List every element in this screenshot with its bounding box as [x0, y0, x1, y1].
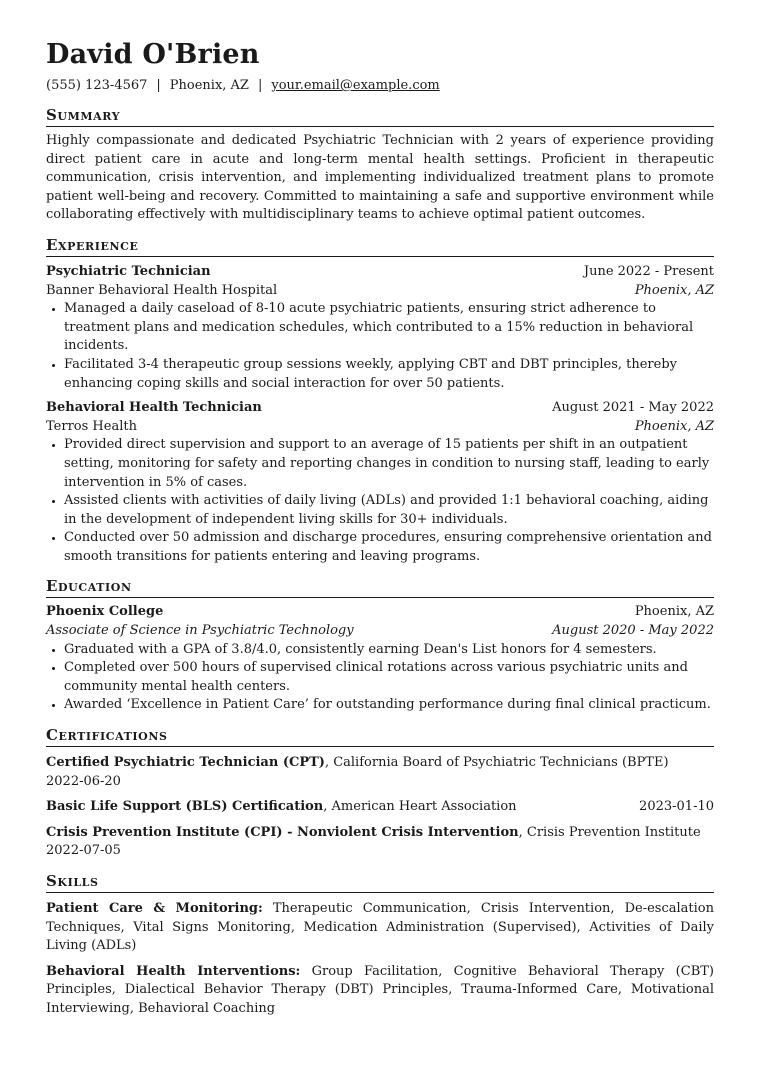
- summary-section: [46, 106, 714, 225]
- experience-heading: Experience: [46, 236, 714, 257]
- education-bullet: • Completed over 500 hours of supervised clinical rotations across various psychiatric units and community mental health centers.: [64, 659, 714, 696]
- certification-date: 2022-06-20: [46, 773, 121, 789]
- certification-issuer: , Crisis Prevention Institute: [518, 824, 701, 840]
- certification-name: Basic Life Support (BLS) Certification: [46, 799, 324, 815]
- skill-group: [46, 900, 714, 956]
- certification-item: [46, 798, 714, 817]
- skill-list: Group Facilitation, Cognitive Behavioral Therapy (CBT) Principles, Dialectical Behavior Therapy (DBT) Principles, Trauma-Informed Care, Motivational Interviewing, Behavioral Coaching: [46, 963, 714, 1016]
- experience-entry: [46, 263, 714, 393]
- skill-group: [46, 963, 714, 1019]
- job-title: Behavioral Health Technician: [46, 400, 262, 416]
- job-bullet: • Conducted over 50 admission and discharge procedures, ensuring comprehensive orientation and smooth transitions for patients entering and leaving programs.: [64, 529, 714, 566]
- job-bullet: • Provided direct supervision and support to an average of 15 patients per shift in an outpatient setting, monitoring for safety and reporting changes in condition to nursing staff, leading to early intervention in 5% of cases.: [64, 436, 714, 492]
- skill-category: Patient Care & Monitoring:: [46, 901, 263, 916]
- certifications-heading: Certifications: [46, 726, 714, 747]
- job-bullet: • Assisted clients with activities of daily living (ADLs) and provided 1:1 behavioral coaching, aiding in the development of independent living skills for 30+ individuals.: [64, 492, 714, 529]
- certification-date: 2022-07-05: [46, 843, 121, 859]
- contact-location: Phoenix, AZ: [169, 78, 249, 93]
- school-location: Phoenix, AZ: [634, 604, 714, 620]
- certifications-section: [46, 726, 714, 861]
- certification-item: [46, 824, 714, 861]
- experience-section: [46, 236, 714, 567]
- skills-section: [46, 872, 714, 1019]
- contact-line: [46, 77, 714, 95]
- skill-category: Behavioral Health Interventions:: [46, 963, 301, 979]
- job-bullet: • Managed a daily caseload of 8-10 acute psychiatric patients, ensuring strict adherence to treatment plans and medication schedules, which contributed to a 15% reduction in behavioral incidents.: [64, 300, 714, 356]
- job-company: Banner Behavioral Health Hospital: [46, 282, 278, 298]
- skills-heading: Skills: [46, 872, 714, 893]
- job-dates: June 2022 - Present: [583, 263, 714, 279]
- education-bullet: • Graduated with a GPA of 3.8/4.0, consistently earning Dean's List honors for 4 semesters.: [64, 641, 714, 660]
- certification-item: [46, 754, 714, 791]
- certification-issuer: , American Heart Association: [323, 799, 517, 815]
- summary-text: Highly compassionate and dedicated Psychiatric Technician with 2 years of experience providing direct patient care in acute and long-term mental health settings. Proficient in therapeutic communication, crisis intervention, and implementing individualized treatment plans to promote patient well-being and recovery. Committed to maintaining a safe and supportive environment while collaborating effectively with multidisciplinary teams to achieve optimal patient outcomes.: [46, 133, 714, 223]
- education-section: [46, 577, 714, 715]
- certification-name: Crisis Prevention Institute (CPI) - Nonviolent Crisis Intervention: [46, 824, 519, 840]
- degree-name: Associate of Science in Psychiatric Technology: [46, 623, 354, 639]
- job-company: Terros Health: [46, 418, 137, 434]
- contact-email-link[interactable]: your.email@example.com: [271, 78, 440, 93]
- education-bullets: [46, 641, 714, 715]
- certification-name: Certified Psychiatric Technician (CPT): [46, 755, 325, 771]
- certification-date: 2023-01-10: [639, 799, 714, 815]
- certification-issuer: , California Board of Psychiatric Technicians (BPTE): [324, 755, 669, 771]
- summary-heading: Summary: [46, 106, 714, 127]
- contact-separator: |: [156, 78, 161, 93]
- education-bullet: • Awarded ‘Excellence in Patient Care’ for outstanding performance during final clinical practicum.: [64, 696, 714, 715]
- school-name: Phoenix College: [46, 604, 164, 620]
- job-location: Phoenix, AZ: [634, 418, 714, 434]
- contact-separator: |: [257, 78, 263, 93]
- job-location: Phoenix, AZ: [634, 282, 714, 298]
- job-title: Psychiatric Technician: [46, 263, 211, 279]
- contact-phone: (555) 123-4567: [46, 78, 148, 93]
- experience-entry: [46, 399, 714, 566]
- job-bullets: [46, 300, 714, 393]
- education-heading: Education: [46, 577, 714, 598]
- candidate-name: David O'Brien: [46, 39, 260, 70]
- job-bullet: • Facilitated 3-4 therapeutic group sessions weekly, applying CBT and DBT principles, thereby enhancing coping skills and social interaction for over 50 patients.: [64, 356, 714, 393]
- job-dates: August 2021 - May 2022: [552, 400, 714, 416]
- job-bullets: [46, 436, 714, 566]
- education-dates: August 2020 - May 2022: [552, 623, 714, 639]
- skill-list: Therapeutic Communication, Crisis Intervention, De-escalation Techniques, Vital Signs Monitoring, Medication Administration (Supervised), Activities of Daily Living (ADLs): [46, 901, 714, 954]
